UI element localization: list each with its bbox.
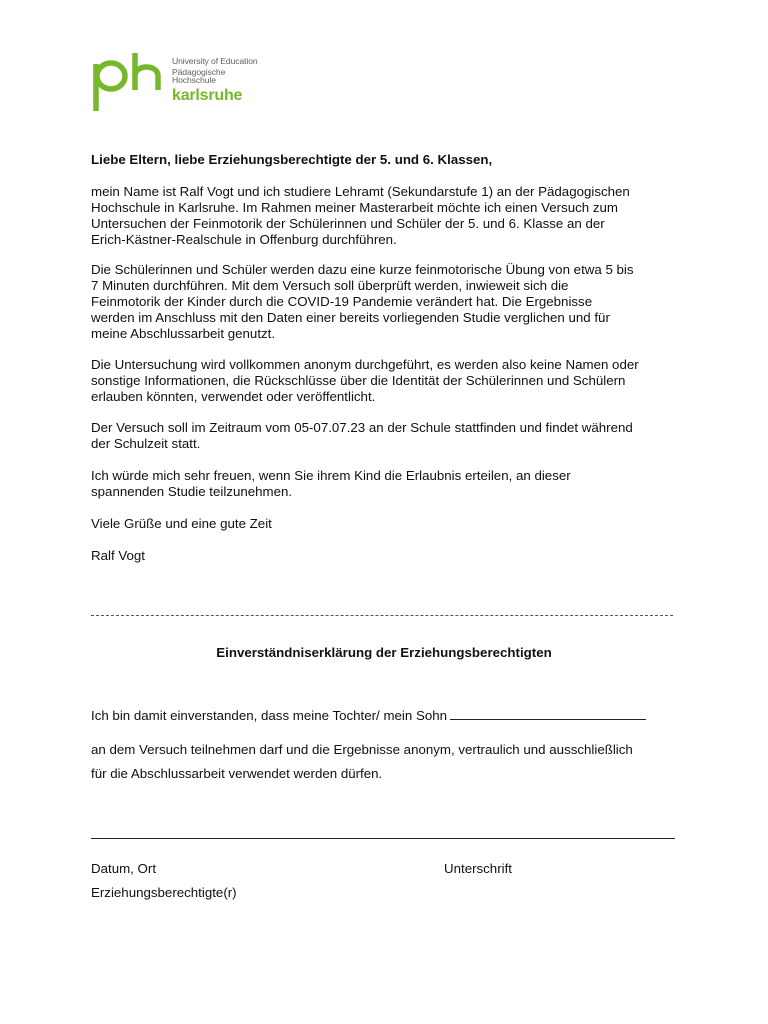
paragraph-2-line-2: 7 Minuten durchführen. Mit dem Versuch soll überprüft werden, inwieweit sich die bbox=[91, 278, 569, 293]
paragraph-1-line-1: mein Name ist Ralf Vogt und ich studiere Lehramt (Sekundarstufe 1) an der Pädagogischen bbox=[91, 184, 630, 199]
paragraph-2-line-1: Die Schülerinnen und Schüler werden dazu eine kurze feinmotorische Übung von etwa 5 bis bbox=[91, 262, 634, 277]
paragraph-3-line-3: erlauben könnten, verwendet oder veröffentlicht. bbox=[91, 389, 376, 404]
paragraph-1-line-4: Erich-Kästner-Realschule in Offenburg durchführen. bbox=[91, 232, 397, 247]
paragraph-4-line-1: Der Versuch soll im Zeitraum vom 05-07.07.23 an der Schule stattfinden und findet während bbox=[91, 420, 633, 435]
letter-greeting: Liebe Eltern, liebe Erziehungsberechtigte der 5. und 6. Klassen, bbox=[91, 152, 493, 167]
paragraph-5-line-2: spannenden Studie teilzunehmen. bbox=[91, 484, 293, 499]
paragraph-3-line-2: sonstige Informationen, die Rückschlüsse über die Identität der Schülerinnen und Schülern bbox=[91, 373, 626, 388]
paragraph-5-line-1: Ich würde mich sehr freuen, wenn Sie ihrem Kind die Erlaubnis erteilen, an dieser bbox=[91, 468, 571, 483]
logo-line-english: University of Education bbox=[172, 56, 258, 66]
consent-title: Einverständniserklärung der Erziehungsberechtigten bbox=[216, 645, 552, 660]
university-logo bbox=[92, 50, 262, 116]
letter-signature: Ralf Vogt bbox=[91, 548, 145, 563]
guardian-label: Erziehungsberechtigte(r) bbox=[91, 885, 237, 900]
logo-city: karlsruhe bbox=[172, 86, 243, 104]
paragraph-1-line-3: Untersuchen der Feinmotorik der Schülerinnen und Schüler der 5. und 6. Klasse an der bbox=[91, 216, 605, 231]
logo-line-german: Pädagogische Hochschule bbox=[172, 66, 226, 86]
ph-logo-mark-icon bbox=[92, 50, 172, 114]
consent-line-3: für die Abschlussarbeit verwendet werden dürfen. bbox=[91, 766, 383, 781]
paragraph-2-line-3: Feinmotorik der Kinder durch die COVID-19 Pandemie verändert hat. Die Ergebnisse bbox=[91, 294, 593, 309]
consent-line-2: an dem Versuch teilnehmen darf und die Ergebnisse anonym, vertraulich und ausschließlich bbox=[91, 742, 633, 757]
paragraph-2-line-5: meine Abschlussarbeit genutzt. bbox=[91, 326, 276, 341]
consent-line-1: Ich bin damit einverstanden, dass meine Tochter/ mein Sohn bbox=[91, 708, 448, 723]
paragraph-4-line-2: der Schulzeit statt. bbox=[91, 436, 201, 451]
signature-label: Unterschrift bbox=[444, 861, 512, 876]
paragraph-1-line-2: Hochschule in Karlsruhe. Im Rahmen meiner Masterarbeit möchte ich einen Versuch zum bbox=[91, 200, 618, 215]
paragraph-2-line-4: werden im Anschluss mit den Daten einer bereits vorliegenden Studie verglichen und für bbox=[91, 310, 610, 325]
child-name-field[interactable] bbox=[450, 708, 646, 720]
paragraph-3-line-1: Die Untersuchung wird vollkommen anonym durchgeführt, es werden also keine Namen oder bbox=[91, 357, 639, 372]
date-place-label: Datum, Ort bbox=[91, 861, 157, 876]
signature-field-line[interactable] bbox=[91, 838, 675, 839]
cut-line-divider bbox=[91, 615, 673, 616]
letter-closing: Viele Grüße und eine gute Zeit bbox=[91, 516, 272, 531]
consent-child-line bbox=[91, 708, 646, 724]
